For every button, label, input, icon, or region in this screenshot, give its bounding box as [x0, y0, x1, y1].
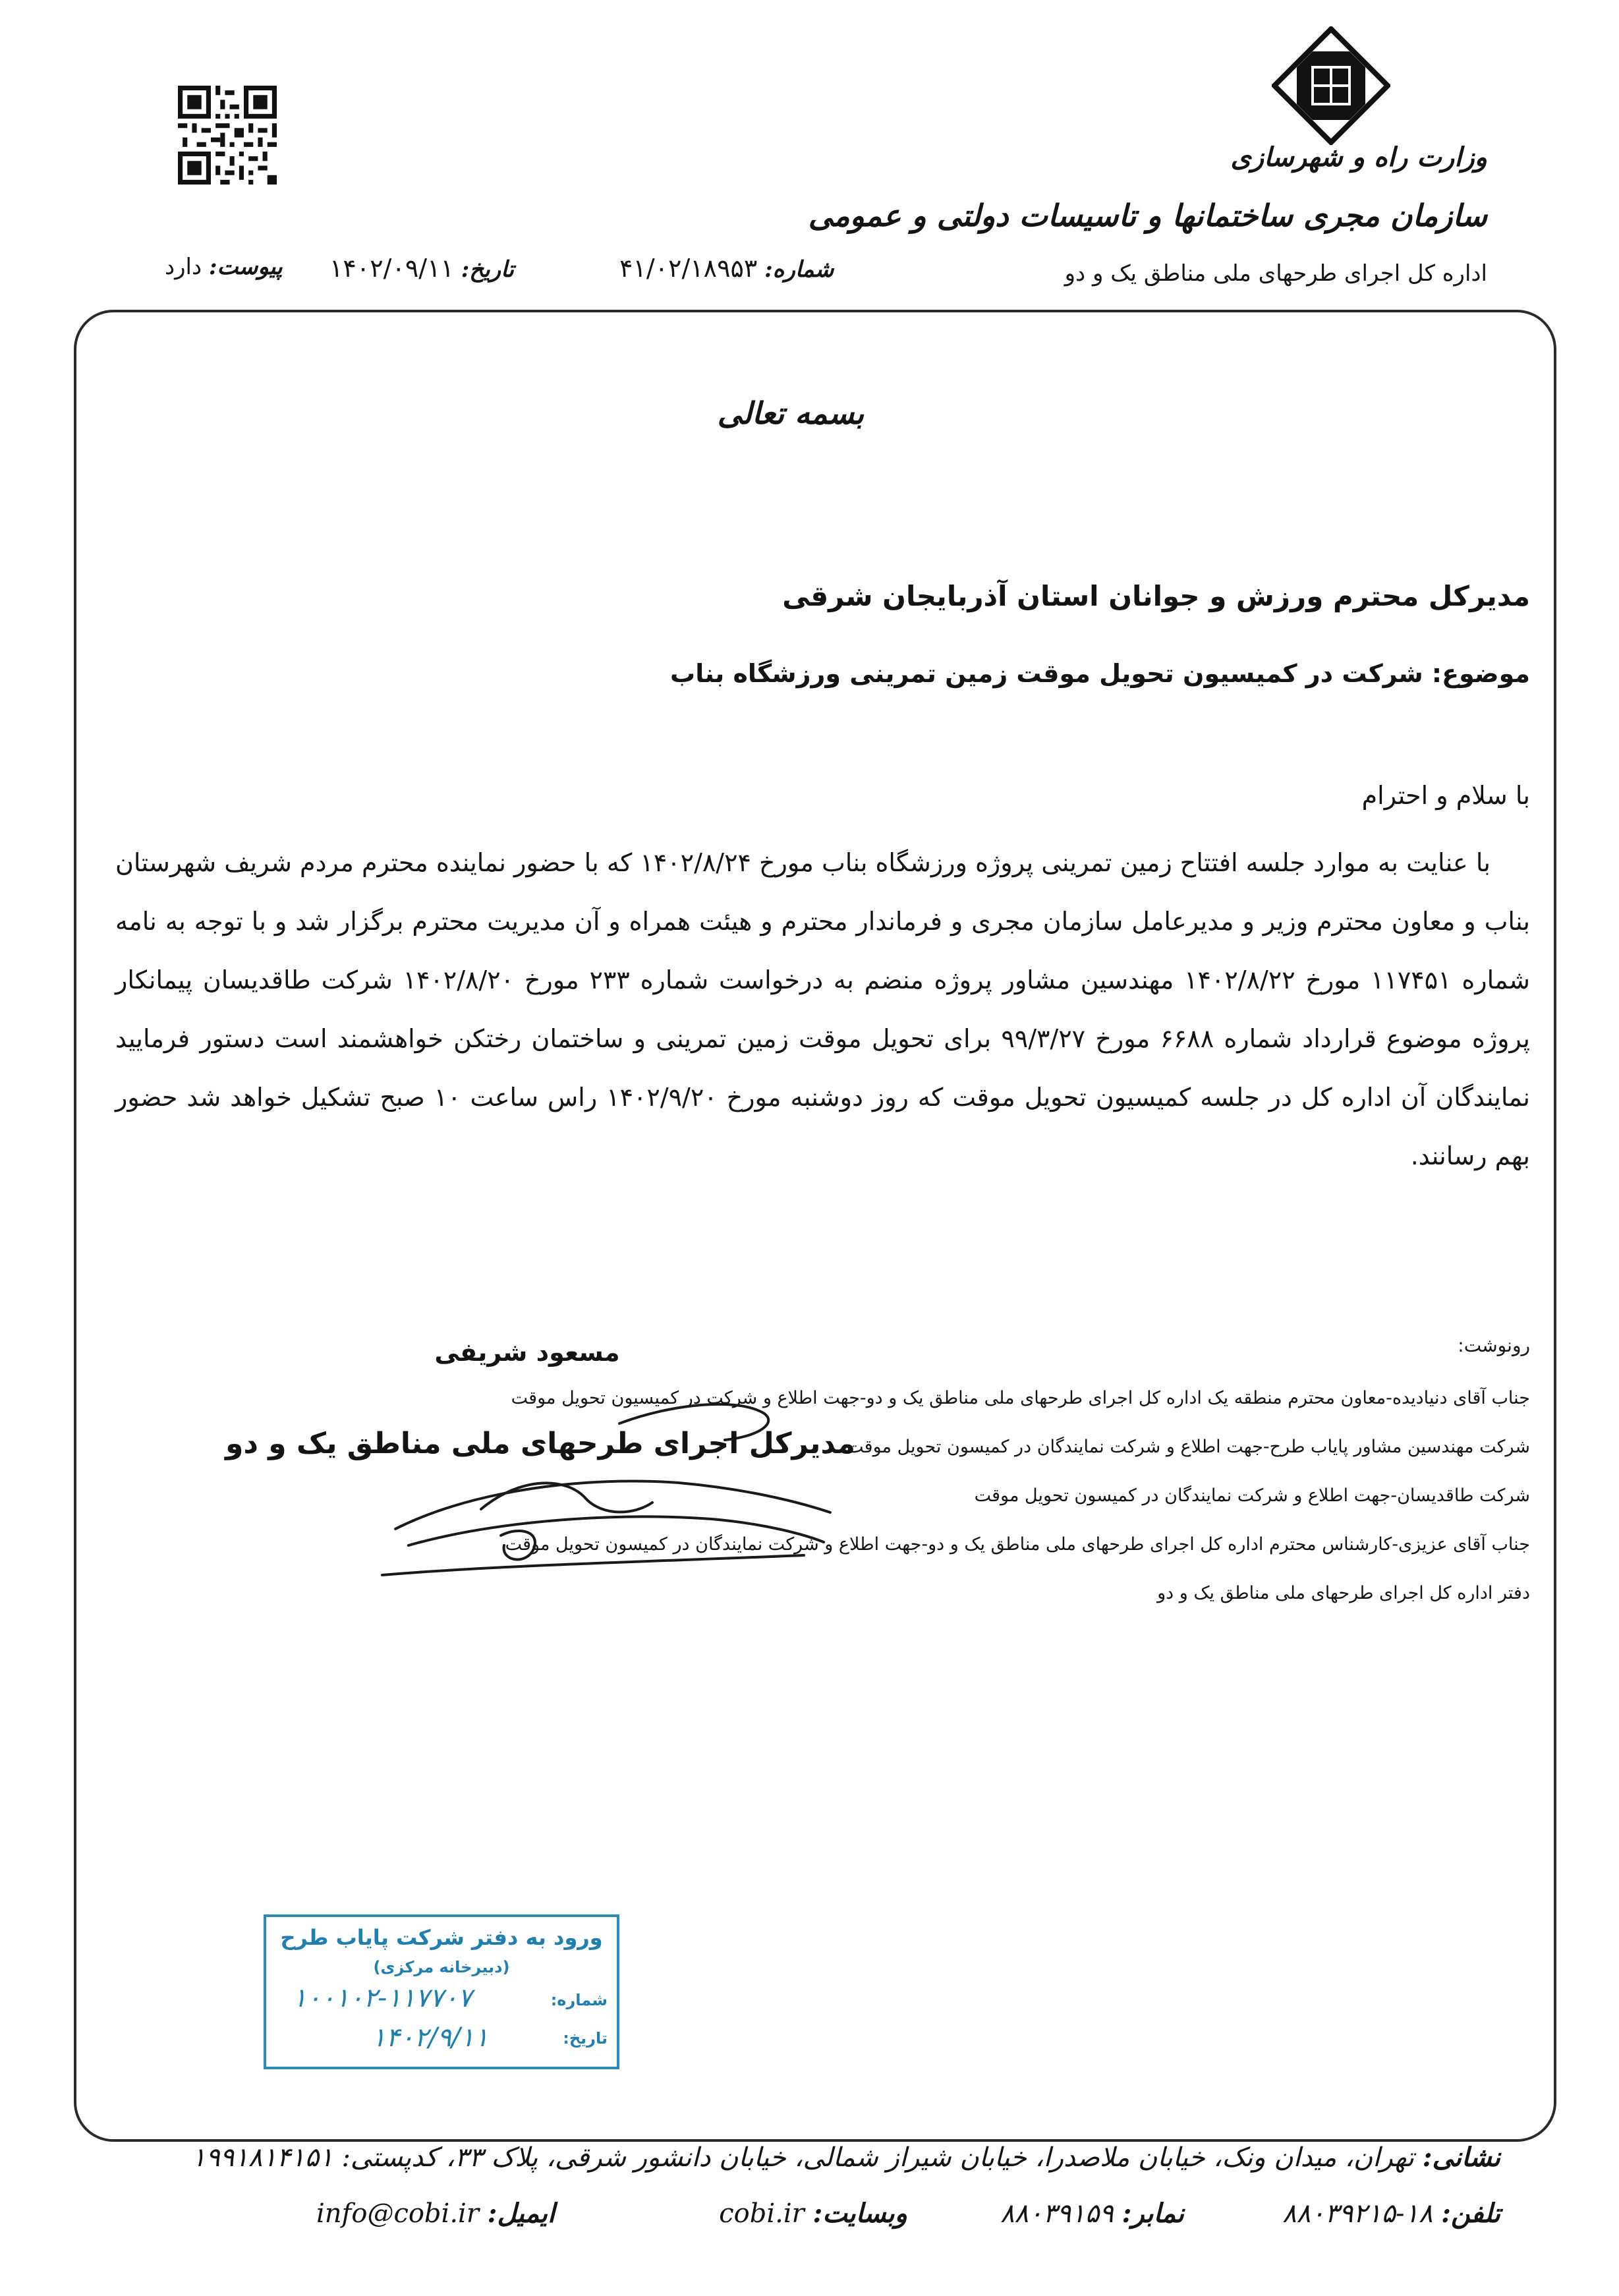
footer-fax	[1000, 2198, 1184, 2229]
letter-date-value: ۱۴۰۲/۰۹/۱۱	[329, 254, 454, 283]
letter-attachment-label: پیوست:	[208, 254, 283, 280]
cc-item: دفتر اداره کل اجرای طرحهای ملی مناطق یک و دو	[1157, 1583, 1530, 1603]
emblem-icon	[1272, 26, 1390, 145]
website-link[interactable]: cobi.ir	[719, 2198, 805, 2229]
stamp-title: ورود به دفتر شرکت پایاب طرح	[280, 1925, 603, 1950]
salutation: با سلام و احترام	[1361, 781, 1530, 810]
signer-title: مدیرکل اجرای طرحهای ملی مناطق یک و دو	[225, 1427, 856, 1460]
footer-tel	[1282, 2198, 1500, 2229]
footer-email	[316, 2198, 555, 2229]
stamp-date-label: تاریخ:	[563, 2029, 608, 2048]
organization-name: سازمان مجری ساختمانها و تاسیسات دولتی و عمومی	[808, 198, 1487, 233]
ministry-name: وزارت راه و شهرسازی	[1230, 142, 1487, 173]
letter-number	[619, 254, 834, 283]
address-value: تهران، میدان ونک، خیابان ملاصدرا، خیابان شیراز شمالی، خیابان دانشور شرقی، پلاک ۳۳، کدپستی: ۱۹۹۱۸۱۴۱۵۱	[191, 2142, 1415, 2173]
stamp-date: ۱۴۰۲/۹/۱۱	[372, 2023, 489, 2053]
website-label: وبسایت:	[812, 2198, 907, 2229]
letter-attachment	[165, 254, 283, 280]
footer-website	[719, 2198, 907, 2229]
letter-attachment-value: دارد	[165, 254, 202, 280]
recipient: مدیرکل محترم ورزش و جوانان استان آذربایجان شرقی	[782, 580, 1530, 612]
cc-item: شرکت طاقدیسان-جهت اطلاع و شرکت نمایندگان در کمیسون تحویل موقت	[974, 1485, 1530, 1506]
fax-label: نمابر:	[1122, 2198, 1184, 2229]
tel-value: ۱۸-۸۸۰۳۹۲۱۵	[1282, 2198, 1433, 2229]
signer-name: مسعود شریفی	[434, 1338, 620, 1367]
footer-contacts	[316, 2198, 1500, 2237]
subject: موضوع: شرکت در کمیسیون تحویل موقت زمین تمرینی ورزشگاه بناب	[670, 659, 1530, 688]
address-label: نشانی:	[1422, 2142, 1500, 2173]
stamp-number-label: شماره:	[550, 1991, 608, 2009]
cc-item: جناب آقای عزیزی-کارشناس محترم اداره کل اجرای طرحهای ملی مناطق یک و دو-جهت اطلاع و شرکت نمایندگان در کمیسون تحویل موقت	[505, 1534, 1530, 1555]
basmala: بسمه تعالی	[717, 395, 865, 431]
letter-number-label: شماره:	[764, 256, 834, 283]
stamp-number: ۱۰۰۱۰۲-۱۱۷۷۰۷	[293, 1983, 472, 2013]
department-name: اداره کل اجرای طرحهای ملی مناطق یک و دو	[1064, 260, 1487, 287]
letter-date	[329, 254, 514, 283]
email-label: ایمیل:	[487, 2198, 555, 2229]
footer-address	[192, 2142, 1500, 2173]
fax-value: ۸۸۰۳۹۱۵۹	[1000, 2198, 1114, 2229]
letter-number-value: ۴۱/۰۲/۱۸۹۵۳	[619, 254, 758, 283]
letter-date-label: تاریخ:	[461, 256, 514, 283]
signature	[369, 1377, 843, 1601]
cc-item: جناب آقای دنیادیده-معاون محترم منطقه یک اداره کل اجرای طرحهای ملی مناطق یک و دو-جهت اطلاع و شرکت در کمیسیون تحویل موقت	[511, 1388, 1530, 1408]
stamp-subtitle: (دبیرخانه مرکزی)	[373, 1958, 510, 1976]
email-link[interactable]: info@cobi.ir	[316, 2198, 479, 2229]
qr-code	[178, 86, 277, 185]
tel-label: تلفن:	[1441, 2198, 1500, 2229]
letter-body: با عنایت به موارد جلسه افتتاح زمین تمرینی پروژه ورزشگاه بناب مورخ ۱۴۰۲/۸/۲۴ که با حضور نماینده محترم مردم شریف شهرستان بناب و معاون محترم وزیر و مدیرعامل سازمان مجری و فرماندار محترم و هیئت همراه و آن مدیریت محترم برگزار شد و با توجه به نامه شماره ۱۱۷۴۵۱ مورخ ۱۴۰۲/۸/۲۲ مهندسین مشاور پروژه منضم به درخواست شماره ۲۳۳ مورخ ۱۴۰۲/۸/۲۰ شرکت طاقدیسان پیمانکار پروژه موضوع قرارداد شماره ۶۶۸۸ مورخ ۹۹/۳/۲۷ برای تحویل موقت زمین تمرینی و ساختمان رختکن خواهشمند است دستور فرمایید نمایندگان آن اداره کل در جلسه کمیسیون تحویل موقت که روز دوشنبه مورخ ۱۴۰۲/۹/۲۰ راس ساعت ۱۰ صبح تشکیل خواهد شد حضور بهم رسانند.	[115, 848, 1531, 1170]
cc-item: شرکت مهندسین مشاور پایاب طرح-جهت اطلاع و شرکت نمایندگان در کمیسون تحویل موقت	[847, 1437, 1530, 1457]
received-stamp	[264, 1914, 619, 2069]
cc-label: رونوشت:	[1458, 1335, 1530, 1356]
